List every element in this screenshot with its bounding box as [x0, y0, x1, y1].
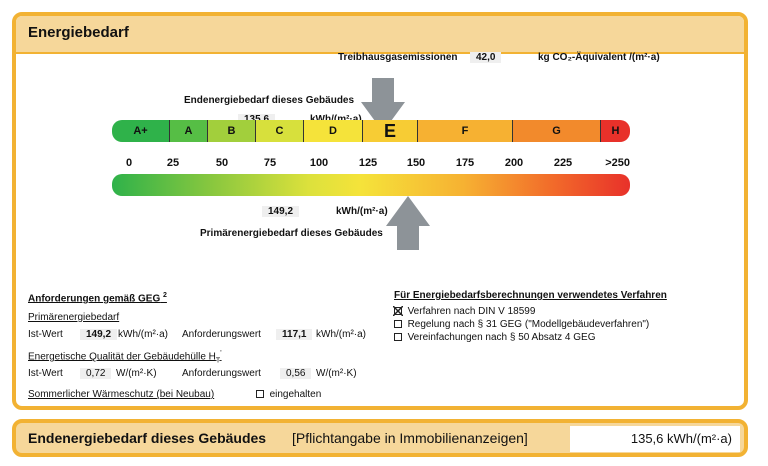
ist-value: 149,2 — [80, 329, 117, 340]
q-anf-value: 0,56 — [280, 368, 311, 379]
energy-class-f: F — [418, 120, 513, 142]
summer-checkbox-row[interactable] — [256, 389, 321, 400]
energy-class-a-plus: A+ — [112, 120, 170, 142]
check-x-icon — [393, 306, 403, 316]
q-ist-value: 0,72 — [80, 368, 111, 379]
emissions-label: Treibhausgasemissionen — [338, 52, 458, 63]
method-checkbox[interactable] — [394, 307, 402, 315]
summer-checkbox[interactable] — [256, 390, 264, 398]
scale-tick-label: 0 — [126, 157, 133, 169]
section-header — [16, 16, 744, 54]
energy-class-scale — [112, 120, 630, 142]
requirements-title: Anforderungen gemäß GEG $^2$ — [28, 292, 167, 305]
energy-gradient-bar — [112, 174, 630, 196]
footer-note: [Pflichtangabe in Immobilienanzeigen] — [292, 430, 528, 446]
energy-class-g: G — [513, 120, 601, 142]
scale-tick-label: 25 — [166, 157, 180, 169]
energy-class-c: C — [256, 120, 304, 142]
q-anf-label: Anforderungswert — [182, 368, 261, 379]
summer-title: Sommerlicher Wärmeschutz (bei Neubau) — [28, 389, 215, 400]
scale-tick-label: 125 — [358, 157, 378, 169]
energy-class-d: D — [304, 120, 363, 142]
q-ist-label: Ist-Wert — [28, 368, 63, 379]
anf-value: 117,1 — [276, 329, 312, 340]
method-option[interactable] — [394, 306, 535, 317]
energy-class-a: A — [170, 120, 208, 142]
method-option-label: Vereinfachungen nach § 50 Absatz 4 GEG — [407, 332, 596, 343]
primaer-value: 149,2 — [262, 206, 299, 217]
q-ist-unit: W/(m²·K) — [116, 368, 157, 379]
scale-tick-label: 150 — [406, 157, 426, 169]
summer-checkbox-label: eingehalten — [269, 389, 322, 400]
scale-tick-label: 50 — [215, 157, 229, 169]
emissions-value: 42,0 — [470, 52, 501, 63]
scale-tick-label: 75 — [263, 157, 277, 169]
primary-requirements-title: Primärenergiebedarf — [28, 312, 120, 323]
scale-tick-label: 175 — [455, 157, 475, 169]
primaer-label: Primärenergiebedarf dieses Gebäudes — [200, 228, 383, 239]
anf-unit: kWh/(m²·a) — [316, 329, 366, 340]
footer-label: Endenergiebedarf dieses Gebäudes — [28, 430, 267, 446]
footer-bar — [12, 419, 748, 457]
energy-class-e: E — [363, 120, 418, 142]
scale-tick-label: 225 — [553, 157, 573, 169]
scale-tick-label: 200 — [504, 157, 524, 169]
section-title: Energiebedarf — [28, 24, 129, 41]
primaer-arrow-icon — [386, 196, 430, 250]
method-option[interactable] — [394, 332, 595, 343]
energy-class-b: B — [208, 120, 256, 142]
scale-tick-label: >250 — [605, 157, 630, 169]
endenergie-label: Endenergiebedarf dieses Gebäudes — [184, 95, 355, 106]
method-checkbox[interactable] — [394, 333, 402, 341]
anf-label: Anforderungswert — [182, 329, 261, 340]
energy-class-h: H — [601, 120, 630, 142]
method-checkbox[interactable] — [394, 320, 402, 328]
ist-unit: kWh/(m²·a) — [118, 329, 168, 340]
quality-title: Energetische Qualität der Gebäudehülle $H_T'$ — [28, 350, 222, 365]
primaer-unit: kWh/(m²·a) — [336, 206, 388, 217]
q-anf-unit: W/(m²·K) — [316, 368, 357, 379]
scale-tick-label: 100 — [309, 157, 329, 169]
method-option-label: Verfahren nach DIN V 18599 — [407, 306, 536, 317]
footer-value: 135,6 kWh/(m²·a) — [630, 431, 732, 446]
ist-label: Ist-Wert — [28, 329, 63, 340]
method-title: Für Energiebedarfsberechnungen verwendetes Verfahren — [394, 290, 667, 301]
emissions-unit: kg CO₂-Äquivalent /(m²·a) — [538, 52, 660, 63]
method-option-label: Regelung nach § 31 GEG ("Modellgebäudeverfahren") — [407, 319, 650, 330]
footer-value-box — [570, 426, 740, 452]
method-option[interactable] — [394, 319, 649, 330]
